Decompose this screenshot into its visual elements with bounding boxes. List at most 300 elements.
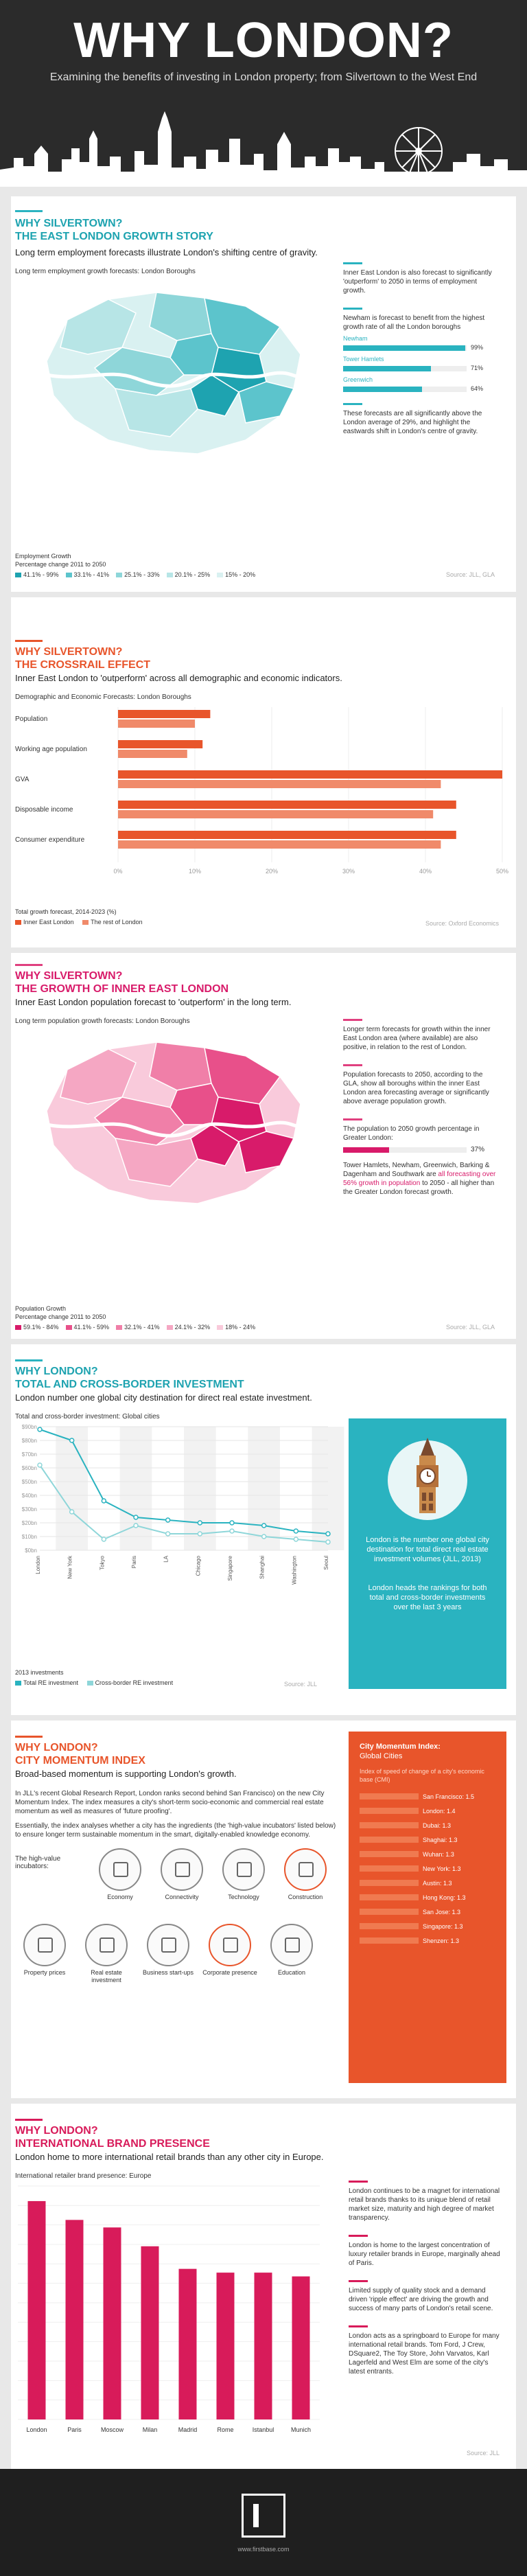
london-skyline [0,91,527,187]
cross-border-point [294,1537,298,1541]
rank-bar [360,1880,419,1886]
legend-item [15,571,59,578]
rank-row [360,1905,495,1919]
london-eye-icon [395,128,442,174]
incubator-label: Connectivity [165,1894,199,1900]
legend-label: 15% - 20% [225,571,256,578]
city-label: Milan [142,2426,158,2433]
city-label: New York [67,1556,73,1579]
chart-title: International retailer brand presence: Europe [15,2172,152,2180]
section-retail [0,2104,527,2469]
section-lead: Broad-based momentum is supporting London's growth. [15,1769,237,1779]
bar-value: 71% [471,365,484,371]
legend-label: 24.1% - 32% [174,1324,211,1331]
category-label: Disposable income [15,806,73,814]
legend-label: 25.1% - 33% [124,571,160,578]
cross-border-point [38,1463,42,1467]
chart-title: Long term population growth forecasts: London Boroughs [15,1017,190,1025]
section-lead: London home to more international retail brands than any other city in Europe. [15,2152,324,2162]
legend-label: 41.1% - 99% [23,571,59,578]
bar [118,740,202,748]
incubator-icon [99,1937,115,1953]
incubators-label: The high-value incubators: [15,1855,61,1870]
x-tick-label: 20% [265,868,279,875]
legend-label: 41.1% - 59% [73,1324,110,1331]
sidebar-text: Limited supply of quality stock and a demand driven 'ripple effect' are driving the growth and success of many parts of London's retail scene. [349,2287,493,2312]
sidebar-highlight: all forecasting over 56% growth in population [343,1171,496,1187]
section-kicker: WHY LONDON? [15,1366,98,1377]
y-tick-label: $20bn [21,1520,37,1526]
source-note: Source: JLL [467,2450,500,2457]
cross-border-point [262,1534,266,1539]
rank-label: Singapore: 1.3 [423,1922,463,1930]
section-heading: CITY MOMENTUM INDEX [15,1755,145,1767]
category-label: Working age population [15,746,87,753]
legend-swatch [167,1325,173,1330]
bar-fill [343,345,465,351]
greater-london-bar [343,1145,500,1154]
incubator-label: Economy [107,1894,133,1900]
y-tick-label: $40bn [21,1493,37,1499]
investment-line-chart [15,1424,338,1585]
column-band [248,1427,280,1550]
legend-label: Inner East London [23,919,74,925]
bar [118,801,456,809]
section-lead: London number one global city destination for direct real estate investment. [15,1392,312,1403]
y-tick-label: $10bn [21,1534,37,1540]
section-title [15,2124,210,2150]
section-heading: THE GROWTH OF INNER EAST LONDON [15,983,229,995]
sidebar-rule [343,403,362,405]
crossrail-bar-chart [15,707,509,875]
total-point [134,1515,138,1519]
total-point [166,1518,170,1522]
rank-bar [360,1822,419,1828]
legend-title: Population Growth [15,1305,67,1312]
city-label: London [26,2426,47,2433]
city-label: Seoul [323,1556,329,1570]
retail-sidebar [349,2181,505,2389]
category-label: Population [15,715,48,723]
sidebar-text-a: Tower Hamlets, Newham, Greenwich, Barking & Dagenham and Southwark are [343,1162,490,1178]
section-crossrail [0,597,527,947]
legend-swatch [15,1681,21,1686]
legend-swatch [116,573,122,577]
incubator-item [139,1924,198,1977]
legend-title: Employment Growth [15,553,71,560]
chart-legend [15,908,150,926]
bar [118,720,195,728]
x-tick-label: 40% [419,868,432,875]
rank-bar [360,1851,419,1857]
section-kicker-rule [15,1359,43,1361]
rank-row [360,1890,495,1905]
legend-label: Cross-border RE investment [95,1679,174,1686]
incubator-icon [223,1937,238,1953]
city-label: Washington [291,1556,298,1585]
city-label: Paris [131,1556,137,1569]
incubator-icon [161,1937,176,1953]
retail-bar [28,2201,46,2419]
city-label: LA [163,1556,169,1563]
legend-swatch [15,1325,21,1330]
sidebar-text [343,1161,500,1197]
legend-label: 20.1% - 25% [174,571,211,578]
rank-row [360,1847,495,1861]
borough-bar-row [343,384,500,393]
y-tick-label: $80bn [21,1438,37,1444]
rank-label: Shenzen: 1.3 [423,1937,460,1944]
incubator-icon [285,1937,300,1953]
section-title [15,1741,145,1767]
section-heading: THE EAST LONDON GROWTH STORY [15,231,213,242]
legend-subtitle: Percentage change 2011 to 2050 [15,561,106,568]
legend-swatch [66,1325,72,1330]
legend-swatch [82,920,89,925]
incubator-circle [23,1924,66,1966]
sidebar-text: London acts as a springboard to Europe for many international retail brands. Tom Ford, J Crew, DSquare2, The Toy Store, John Varvatos, Karl Lagerfeld and West Elm are some of the city's latest entrants. [349,2332,500,2376]
incubator-circle [284,1848,327,1891]
legend-item [167,571,211,578]
x-tick-label: 30% [342,868,355,875]
incubator-icon [175,1862,190,1877]
hero-subtitle: Examining the benefits of investing in London property; from Silvertown to the West End [49,71,478,83]
x-tick-label: 10% [188,868,202,875]
sidebar-text: Newham is forecast to benefit from the highest growth rate of all the London boroughs [343,314,485,331]
section-kicker: WHY LONDON? [15,1742,98,1753]
column-band [56,1427,88,1550]
legend-item [66,571,110,578]
population-sidebar [343,1019,500,1209]
rank-bar [360,1909,419,1915]
rank-bar [360,1865,419,1872]
cross-border-point [166,1532,170,1536]
section-lead: Inner East London population forecast to 'outperform' in the long term. [15,997,292,1007]
body-paragraph: In JLL's recent Global Research Report, London ranks second behind San Francisco) on the new City Momentum Index. The index measures a city's short-term socio-economic and commercial real estate momentum as well as measures of 'future proofing'. [15,1790,325,1815]
bar-fill [343,387,422,392]
sidebar-rule [343,308,362,310]
bar-track [343,1147,467,1153]
panel-subtitle: Global Cities [360,1752,403,1760]
total-point [70,1438,74,1442]
section-kicker-rule [15,1736,43,1738]
incubator-item [77,1924,136,1984]
legend-items [15,1323,262,1331]
chart-title: Demographic and Economic Forecasts: London Boroughs [15,693,191,701]
city-label: London [35,1556,41,1574]
borough-bar-row [343,343,500,352]
bar [118,840,441,849]
sidebar-rule [343,1019,362,1021]
retail-bar [141,2246,159,2419]
cross-border-point [70,1510,74,1514]
sidebar-text: The population to 2050 growth percentage in Greater London: [343,1125,480,1142]
legend-label: 33.1% - 41% [73,571,110,578]
sidebar-text: Longer term forecasts for growth within the inner East London area (where available) are also positive, in relation to the rest of London. [343,1026,491,1051]
sidebar-text-b: to 2050 - all higher than the Greater London forecast growth. [343,1180,495,1196]
section-title [15,969,229,996]
bar-track [343,345,467,351]
employment-map [19,279,321,464]
total-point [38,1427,42,1431]
legend-subtitle: Percentage change 2011 to 2050 [15,1313,106,1320]
legend-item [116,1324,160,1331]
sidebar-rule [349,2235,368,2237]
y-tick-label: $50bn [21,1479,37,1485]
section-heading: TOTAL AND CROSS-BORDER INVESTMENT [15,1379,244,1390]
legend-item [116,571,160,578]
legend-rest [82,919,143,925]
rank-label: San Francisco: 1.5 [423,1793,475,1800]
retail-bar [66,2220,84,2419]
rank-row [360,1818,495,1832]
total-point [294,1529,298,1533]
rank-label: London: 1.4 [423,1807,456,1815]
incubator-icon [237,1862,252,1877]
momentum-panel [349,1732,506,2083]
population-map [19,1028,321,1214]
cross-border-point [230,1529,234,1533]
incubator-label: Property prices [23,1969,66,1976]
retail-bar [104,2227,121,2419]
sidebar-rule [349,2280,368,2282]
section-heading: THE CROSSRAIL EFFECT [15,659,151,671]
incubator-circle [161,1848,203,1891]
legend-label: 59.1% - 84% [23,1324,59,1331]
source-note: Source: JLL [284,1681,318,1688]
city-label: Munich [290,2426,312,2433]
bar-fill [343,366,431,371]
sidebar-text: London continues to be a magnet for international retail brands thanks to its unique blend of retail market size, maturity and high degree of market transparency. [349,2187,500,2222]
section-kicker: WHY LONDON? [15,2125,98,2137]
rank-label: Austin: 1.3 [423,1879,452,1887]
y-tick-label: $70bn [21,1451,37,1458]
incubator-item [276,1848,335,1901]
section-kicker-rule [15,640,43,642]
momentum-body [15,1789,338,1839]
incubator-circle [222,1848,265,1891]
legend-swatch [87,1681,93,1686]
bar-label: Newham [343,335,368,342]
legend-swatch [15,573,21,577]
incubator-label: Business start-ups [142,1969,194,1976]
x-tick-label: 0% [113,868,123,875]
section-title [15,217,213,243]
borough-growth-bars [343,334,500,393]
sidebar-rule [349,2325,368,2327]
section-investment [0,1344,527,1715]
city-label: Madrid [178,2426,198,2433]
rank-row [360,1832,495,1847]
sidebar-rule [343,262,362,264]
city-label: Chicago [195,1556,202,1576]
incubator-label: Real estate investment [91,1969,122,1983]
rank-row [360,1933,495,1948]
incubator-item [262,1924,321,1977]
cross-border-point [198,1532,202,1536]
y-tick-label: $0bn [25,1548,37,1554]
retail-bar [217,2273,235,2419]
legend-items [15,571,262,579]
total-point [230,1521,234,1525]
column-band [120,1427,152,1550]
cross-border-point [134,1523,138,1528]
bar-value: 37% [471,1146,485,1153]
sidebar-text: Inner East London is also forecast to significantly 'outperform' to 2050 in terms of employment growth. [343,269,492,295]
legend-total [15,1679,78,1686]
legend-item [167,1324,211,1331]
incubator-icon [38,1937,53,1953]
legend-item [217,571,255,578]
sidebar-rule [349,2181,368,2183]
retail-bar [179,2269,197,2419]
section-title [15,1365,244,1391]
rank-row [360,1919,495,1933]
chart-title: Long term employment growth forecasts: London Boroughs [15,268,196,275]
city-label: Istanbul [252,2426,274,2433]
bar-track [343,366,467,371]
employment-sidebar [343,262,500,448]
city-label: Rome [217,2426,234,2433]
rank-row [360,1804,495,1818]
city-label: Singapore [227,1556,233,1581]
legend-swatch [217,1325,223,1330]
incubator-circle [147,1924,189,1966]
section-momentum [0,1721,527,2098]
rank-bar [360,1837,419,1843]
sidebar-text: These forecasts are all significantly above the London average of 29%, and highlight the eastwards shift in London's centre of gravity. [343,410,482,435]
sidebar-rule [343,1064,362,1066]
cross-border-point [326,1540,330,1544]
sidebar-text: Population forecasts to 2050, according to the GLA, show all boroughs within the inner East London area forecasting average or significantly above average population growth. [343,1071,489,1105]
panel-text-2: London heads the rankings for both total and cross-border investments over the last 3 years [368,1584,487,1611]
incubator-circle [85,1924,128,1966]
section-title [15,645,150,671]
legend-label: 18% - 24% [225,1324,256,1331]
big-ben-panel [349,1418,506,1689]
rank-row [360,1789,495,1804]
legend-label: The rest of London [91,919,143,925]
footer-url[interactable]: www.firstbase.com [237,2546,290,2553]
momentum-ranks [360,1789,495,1948]
bar-value: 99% [471,344,484,351]
bar-label: Greenwich [343,376,373,383]
rank-label: Shaghai: 1.3 [423,1836,458,1843]
retail-bar [292,2277,310,2419]
category-label: Consumer expenditure [15,836,85,844]
legend-title: 2013 investments [15,1669,64,1676]
retail-bar [255,2273,272,2419]
chart-legend [15,1668,180,1687]
rank-bar [360,1894,419,1900]
rank-label: Hong Kong: 1.3 [423,1894,466,1901]
panel-note: Index of speed of change of a city's economic base (CMI) [360,1768,484,1783]
incubator-label: Corporate presence [202,1969,257,1976]
cross-border-point [102,1537,106,1541]
bar-fill [343,1147,389,1153]
bar-label: Tower Hamlets [343,356,384,363]
section-employment [0,196,527,592]
legend-swatch [217,573,223,577]
legend-swatch [15,920,21,925]
city-label: Shanghai [259,1556,266,1579]
total-point [262,1523,266,1528]
incubator-item [15,1924,74,1977]
body-paragraph: Essentially, the index analyses whether a city has the ingredients (the 'high-value incubators' listed below) to ensure longer term sustainable momentum in the smart, digitally-enabled knowledge economy. [15,1822,336,1839]
incubator-item [214,1848,273,1901]
source-note: Source: JLL, GLA [446,571,495,578]
bar [118,831,456,839]
rank-label: Dubai: 1.3 [423,1821,452,1829]
x-tick-label: 50% [495,868,509,875]
map-legend [15,1304,262,1331]
section-lead: Inner East London to 'outperform' across all demographic and economic indicators. [15,673,342,683]
bar [118,780,441,788]
borough-bar-row [343,364,500,373]
firstbase-logo [242,2494,285,2538]
total-point [102,1499,106,1503]
incubator-circle [209,1924,251,1966]
sidebar-rule [343,1118,362,1120]
section-kicker-rule [15,210,43,212]
bar [118,770,502,779]
sidebar-text: London is home to the largest concentration of luxury retailer brands in Europe, marginally ahead of Paris. [349,2242,500,2267]
hero-banner [0,0,527,187]
section-kicker-rule [15,2119,43,2121]
y-tick-label: $90bn [21,1424,37,1430]
map-legend [15,552,262,579]
legend-cross [87,1679,174,1686]
incubator-item [91,1848,150,1901]
category-label: GVA [15,776,30,783]
section-population [0,953,527,1339]
incubator-label: Technology [228,1894,259,1900]
legend-inner [15,919,74,925]
incubator-item [152,1848,211,1901]
incubator-icon [113,1862,128,1877]
legend-item [15,1324,59,1331]
incubator-icon [298,1862,314,1877]
section-lead: Long term employment forecasts illustrate London's shifting centre of gravity. [15,247,318,257]
legend-swatch [66,573,72,577]
legend-label: Total RE investment [23,1679,79,1686]
bar [118,750,187,758]
legend-title: Total growth forecast, 2014-2023 (%) [15,908,117,915]
hero-title: WHY LONDON? [73,13,454,68]
panel-title: City Momentum Index: [360,1743,441,1751]
rank-bar [360,1793,419,1799]
incubator-circle [270,1924,313,1966]
retail-bar-chart [15,2183,331,2458]
section-heading: INTERNATIONAL BRAND PRESENCE [15,2138,210,2150]
section-kicker: WHY SILVERTOWN? [15,646,123,658]
rank-row [360,1876,495,1890]
city-label: Tokyo [99,1556,106,1570]
legend-swatch [167,573,173,577]
incubator-label: Education [277,1969,306,1976]
incubator-icons [15,1848,338,2054]
rank-label: San Jose: 1.3 [423,1908,461,1916]
legend-item [66,1324,110,1331]
section-kicker: WHY SILVERTOWN? [15,970,123,982]
big-ben-icon [386,1432,469,1521]
city-label: Moscow [100,2426,124,2433]
incubator-circle [99,1848,141,1891]
bar [118,710,210,718]
bar-value: 64% [471,385,484,392]
total-point [326,1532,330,1536]
city-label: Paris [67,2426,82,2433]
